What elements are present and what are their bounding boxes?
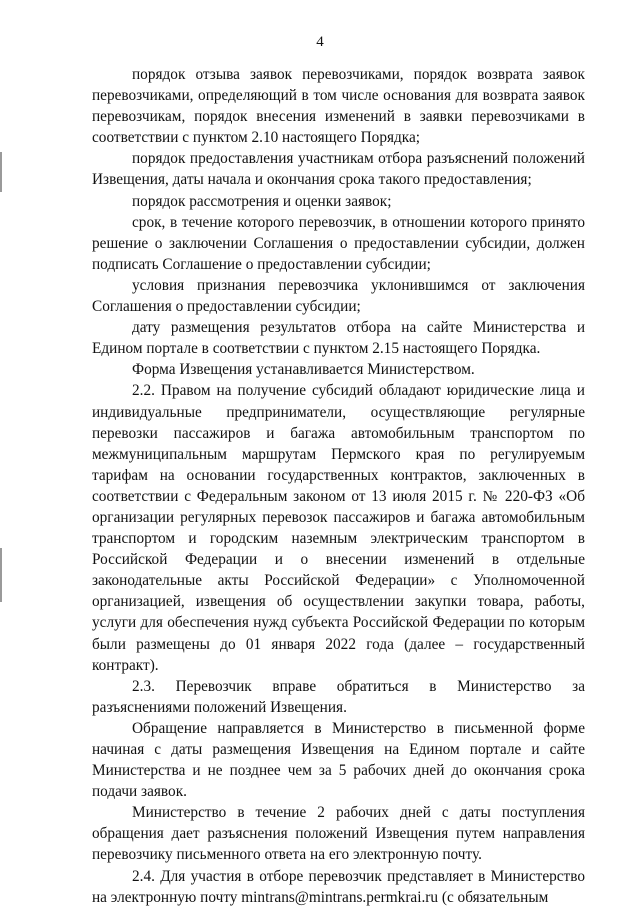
paragraph: Форма Извещения устанавливается Министерством.: [132, 361, 475, 379]
paragraph: порядок предоставления участникам отбора разъяснений положений Извещения, даты начала и окончания срока такого предоставления;: [92, 150, 585, 189]
paragraph: дату размещения результатов отбора на сайте Министерства и Едином портале в соответствии с пунктом 2.15 настоящего Порядка.: [92, 319, 585, 358]
page-number: 4: [316, 34, 324, 50]
paragraph: срок, в течение которого перевозчик, в отношении которого принято решение о заключении Соглашения о предоставлении субсидии, должен подписать Соглашение о предоставлении субсидии;: [92, 213, 585, 273]
scan-edge-mark: [0, 152, 2, 192]
scan-edge-mark: [0, 548, 2, 602]
paragraph: 2.4. Для участия в отборе перевозчик представляет в Министерство на электронную почту mintrans@mintrans.permkrai.ru (с обязательным: [92, 867, 585, 906]
paragraph: условия признания перевозчика уклонившимся от заключения Соглашения о предоставлении субсидии;: [92, 276, 585, 316]
paragraph: 2.3. Перевозчик вправе обратиться в Министерство за разъяснениями положений Извещения.: [92, 677, 585, 716]
paragraph: Министерство в течение 2 рабочих дней с даты поступления обращения дает разъяснения положений Извещения путем направления перевозчику письменного ответа на его электронную почту.: [92, 804, 585, 864]
paragraph: 2.2. Правом на получение субсидий обладают юридические лица и индивидуальные предприниматели, осуществляющие регулярные перевозки пассажиров и багажа автомобильным транспортом по межмуниципальным маршрутам Пермского края по регулируемым тарифам на основании государственных контрактов, заключенных в соответствии с Федеральным законом от 13 июля 2015 г. № 220-ФЗ «Об организации регулярных перевозок пассажиров и багажа автомобильным транспортом и городским наземным электрическим транспортом в Российской Федерации и о внесении изменений в отдельные законодательные акты Российской Федерации» с Уполномоченной организацией, извещения об осуществлении закупки товара, работы, услуги для обеспечения нужд субъекта Российской Федерации по которым были размещены до 01 января 2022 года (далее – государственный контракт).: [92, 382, 585, 674]
body-text: [92, 64, 585, 908]
paragraph: порядок рассмотрения и оценки заявок;: [132, 192, 392, 210]
paragraph: порядок отзыва заявок перевозчиками, порядок возврата заявок перевозчиками, определяющий в том числе основания для возврата заявок перевозчикам, порядок внесения изменений в заявки перевозчиками в соответствии с пунктом 2.10 настоящего Порядка;: [92, 66, 585, 147]
paragraph: Обращение направляется в Министерство в письменной форме начиная с даты размещения Извещения на Едином портале и сайте Министерства и не позднее чем за 5 рабочих дней до окончания срока подачи заявок.: [92, 719, 585, 801]
